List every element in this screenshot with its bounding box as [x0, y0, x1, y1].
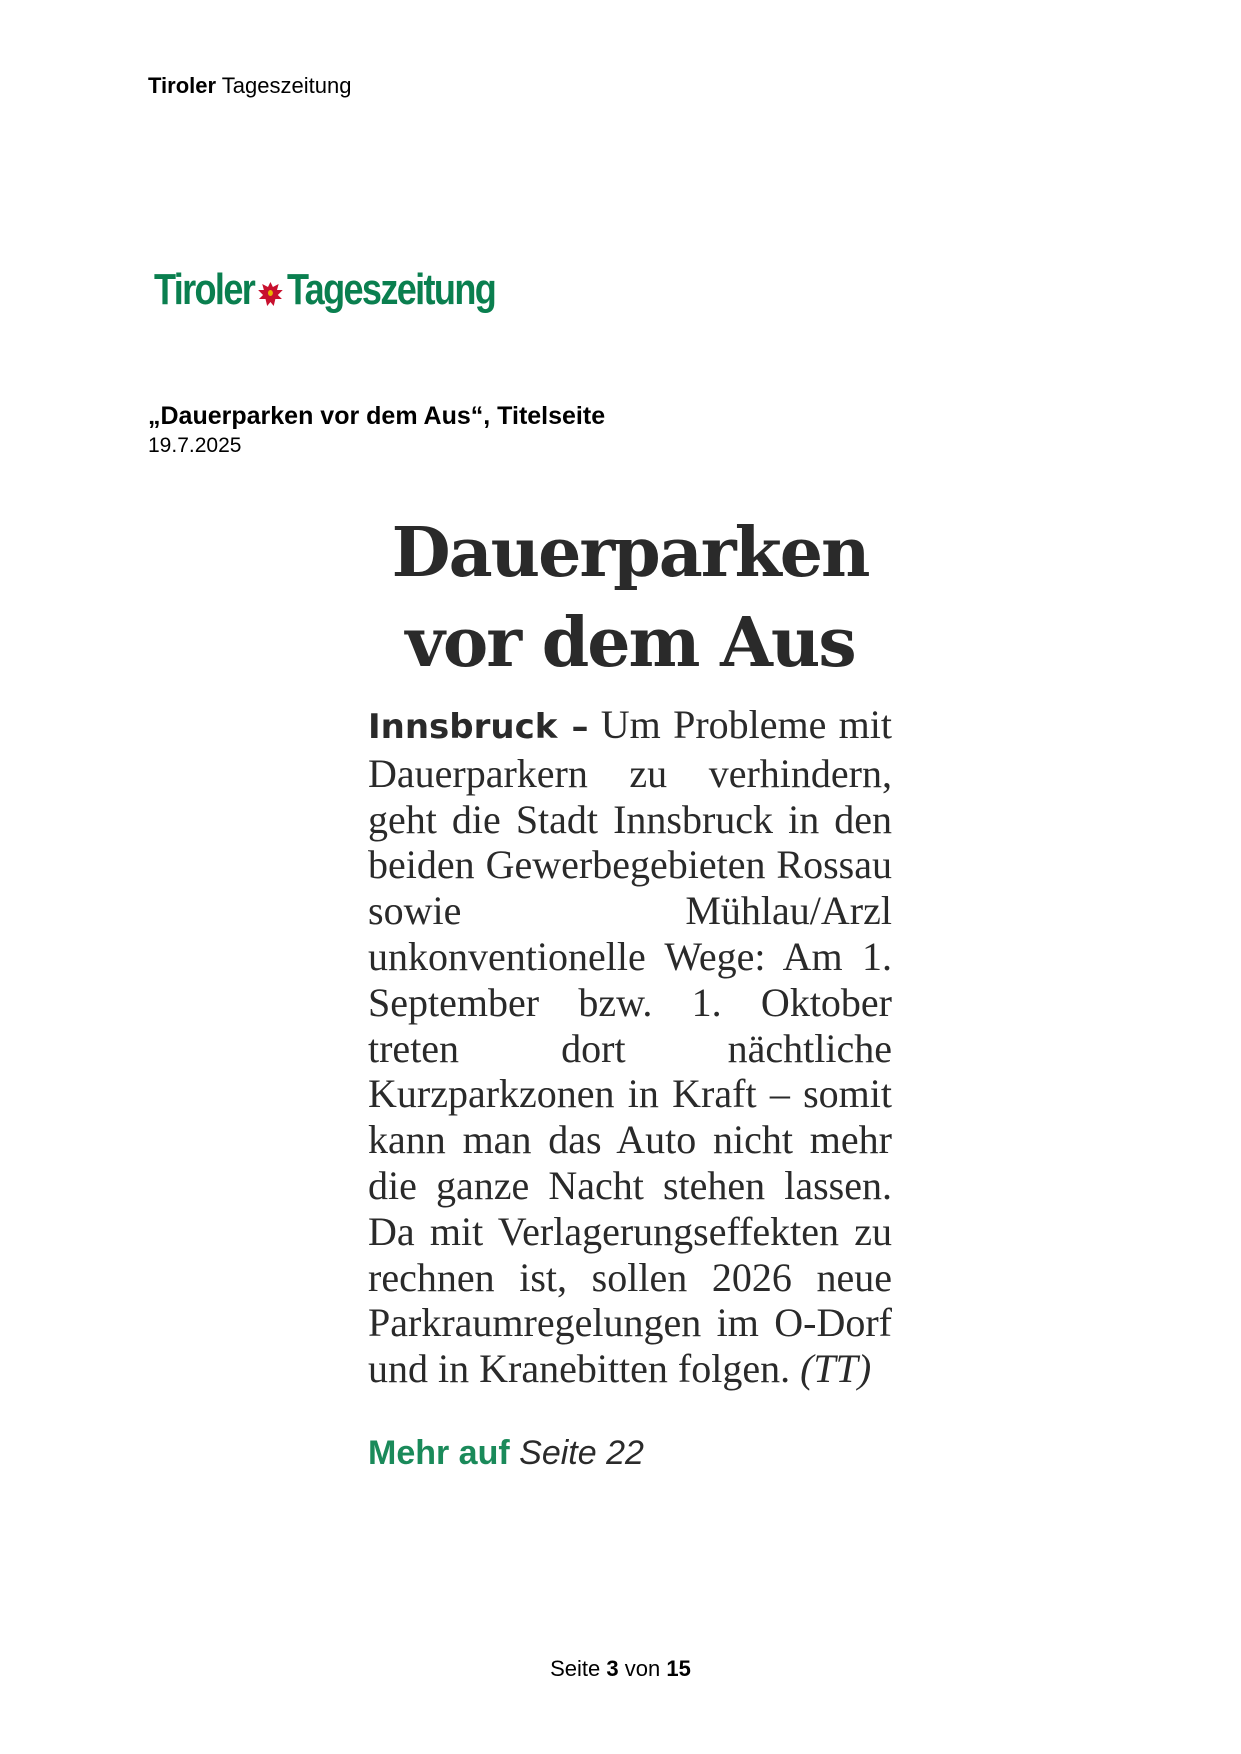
footer-total-pages: 15	[666, 1656, 691, 1681]
newspaper-logo	[154, 262, 495, 318]
header-brand-bold: Tiroler	[148, 73, 217, 98]
article-clipping	[368, 508, 892, 1473]
article-source: (TT)	[800, 1346, 872, 1392]
document-header	[148, 73, 351, 99]
logo-text-left: Tiroler	[154, 265, 255, 314]
headline-line-1: Dauerparken	[391, 513, 869, 593]
footer-middle: von	[624, 1656, 661, 1681]
article-body	[368, 702, 892, 1392]
article-headline	[368, 508, 892, 688]
logo-text-right: Tageszeitung	[286, 265, 496, 314]
headline-line-2: vor dem Aus	[405, 603, 855, 683]
article-text: Um Probleme mit Dauerparkern zu verhindern, geht die Stadt Innsbruck in den beiden Gewerbegebieten Rossau sowie Mühlau/Arzl unkonventionelle Wege: Am 1. September bzw. 1. Oktober treten dort nächtliche Kurzparkzonen in Kraft – somit kann man das Auto nicht mehr die ganze Nacht stehen lassen. Da mit Verlagerungseffekten zu rechnen ist, sollen 2026 neue Parkraumregelungen im O-Dorf und in Kranebitten folgen.	[368, 702, 893, 1392]
footer-page-number: 3	[606, 1656, 619, 1681]
more-page: Seite 22	[519, 1433, 644, 1472]
footer-prefix: Seite	[550, 1656, 601, 1681]
header-brand-rest: Tageszeitung	[221, 73, 352, 98]
tyrolean-eagle-icon	[257, 273, 285, 307]
clip-title: „Dauerparken vor dem Aus“, Titelseite	[148, 402, 606, 430]
more-reference	[368, 1434, 892, 1473]
clip-date: 19.7.2025	[148, 434, 242, 457]
page-footer	[0, 1656, 1241, 1682]
article-dateline: Innsbruck –	[368, 707, 589, 747]
more-label: Mehr auf	[368, 1433, 510, 1472]
